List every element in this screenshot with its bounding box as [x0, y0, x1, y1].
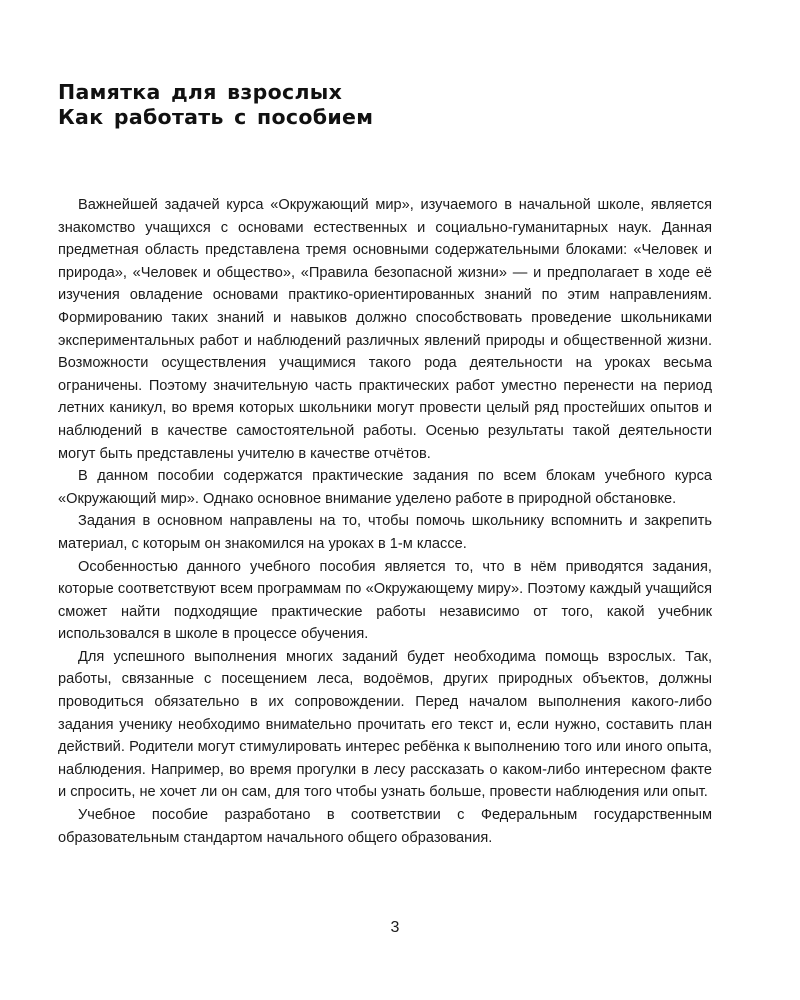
- page-heading: [58, 80, 738, 130]
- paragraph-3: Задания в основном направлены на то, чтобы помочь школьнику вспомнить и закрепить материал, с которым он знакомился на уроках в 1-м классе.: [58, 513, 712, 552]
- heading-line-1: Памятка для взрослых: [58, 80, 343, 104]
- paragraph-2: В данном пособии содержатся практические задания по всем блокам учебного курса «Окружающий мир». Однако основное внимание уделено работе в природной обстановке.: [58, 468, 712, 507]
- body-text: [58, 194, 712, 849]
- paragraph-4: Особенностью данного учебного пособия является то, что в нём приводятся задания, которые соответствуют всем программам по «Окружающему миру». Поэтому каждый учащийся сможет найти подходящие практические работы независимо от того, какой учебник использовался в школе в процессе обучения.: [58, 558, 712, 643]
- paragraph-6: Учебное пособие разработано в соответствии с Федеральным государственным образовательным стандартом начального общего образования.: [58, 807, 712, 846]
- paragraph-1: Важнейшей задачей курса «Окружающий мир», изучаемого в начальной школе, является знакомство учащихся с основами естественных и социально-гуманитарных наук. Данная предметная область представлена тремя основными содержательными блоками: «Человек и природа», «Человек и общество», «Правила безопасной жизни» — и предполагает в ходе её изучения овладение основами практико-ориентированных знаний по этим направлениям. Формированию таких знаний и навыков должно способствовать проведение школьниками экспериментальных работ и наблюдений различных явлений природы и общественной жизни. Возможности осуществления учащимися такого рода деятельности на уроках весьма ограничены. Поэтому значительную часть практических работ уместно перенести на период летних каникул, во время которых школьники могут провести целый ряд простейших опытов и наблюдений в качестве самостоятельной работы. Осенью результаты такой деятельности могут быть представлены учителю в качестве отчётов.: [58, 197, 712, 462]
- page-number: 3: [390, 919, 400, 936]
- heading-line-2: Как работать с пособием: [58, 105, 374, 129]
- paragraph-5: Для успешного выполнения многих заданий будет необходима помощь взрослых. Так, работы, связанные с посещением леса, водоёмов, других природных объектов, должны проводиться обязательно в их сопровождении. Перед началом выполнения какого-либо задания ученику необходимо внимatельно прочитать его текст и, если нужно, составить план действий. Родители могут стимулировать интерес ребёнка к выполнению того или иного опыта, наблюдения. Например, во время прогулки в лесу рассказать о каком-либо интересном факте и спросить, не хочет ли он сам, для того чтобы узнать больше, провести наблюдения или опыт.: [58, 648, 712, 801]
